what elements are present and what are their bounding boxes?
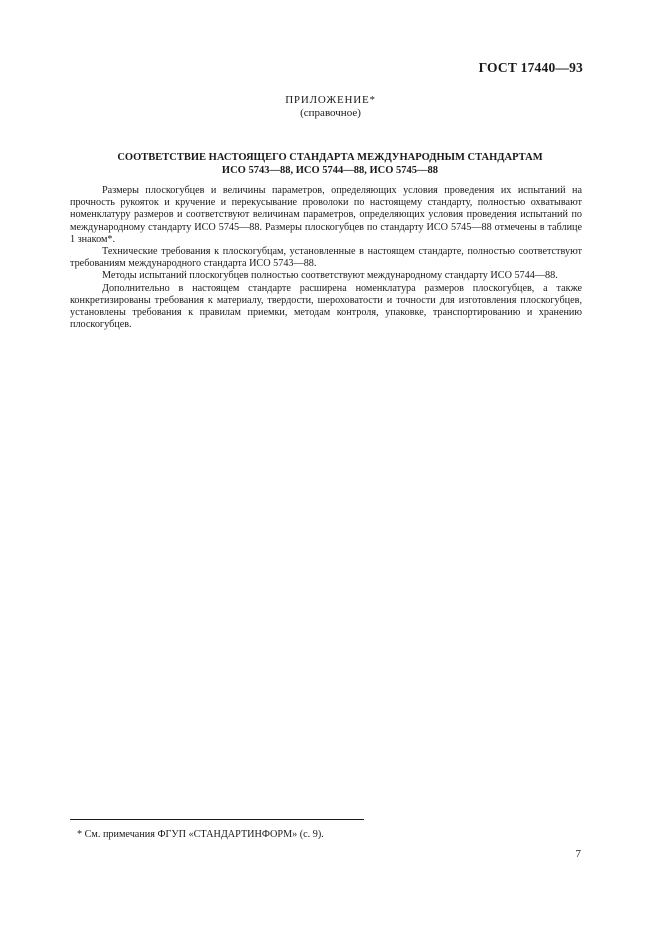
paragraph: Методы испытаний плоскогубцев полностью соответствуют международному стандарту ИСО 5744—88. [102, 270, 558, 282]
page-number: 7 [575, 848, 581, 860]
appendix-subtitle: (справочное) [300, 107, 361, 119]
section-heading-line-2: ИСО 5743—88, ИСО 5744—88, ИСО 5745—88 [221, 165, 439, 176]
body-text [70, 185, 582, 331]
section-heading-line-1: СООТВЕТСТВИЕ НАСТОЯЩЕГО СТАНДАРТА МЕЖДУНАРОДНЫМ СТАНДАРТАМ [117, 152, 543, 163]
paragraph: Размеры плоскогубцев и величины параметров, определяющих условия проведения их испытаний на прочность рукояток и кручение и перекусывание проволоки по настоящему стандарту, полностью охватывают номенклатуру размеров и соответствуют величинам параметров, определяющих условия проведения испытаний по международному стандарту ИСО 5745—88. Размеры плоскогубцев по стандарту ИСО 5745—88 отмечены в таблице 1 знаком*. [70, 185, 582, 245]
paragraph: Технические требования к плоскогубцам, установленные в настоящем стандарте, полностью соответствуют требованиям международного стандарта ИСО 5743—88. [70, 246, 582, 270]
appendix-title: ПРИЛОЖЕНИЕ* [285, 94, 376, 106]
footnote: * См. примечания ФГУП «СТАНДАРТИНФОРМ» (с. 9). [77, 829, 324, 840]
paragraph: Дополнительно в настоящем стандарте расширена номенклатура размеров плоскогубцев, а также конкретизированы требования к материалу, твердости, шероховатости и точности для изготовления плоскогубцев, установлены требования к правилам приемки, методам контроля, упаковке, транспортированию и хранению плоскогубцев. [70, 282, 582, 331]
section-heading [70, 151, 590, 177]
document-code: ГОСТ 17440—93 [478, 60, 583, 75]
footnote-divider [70, 819, 364, 820]
